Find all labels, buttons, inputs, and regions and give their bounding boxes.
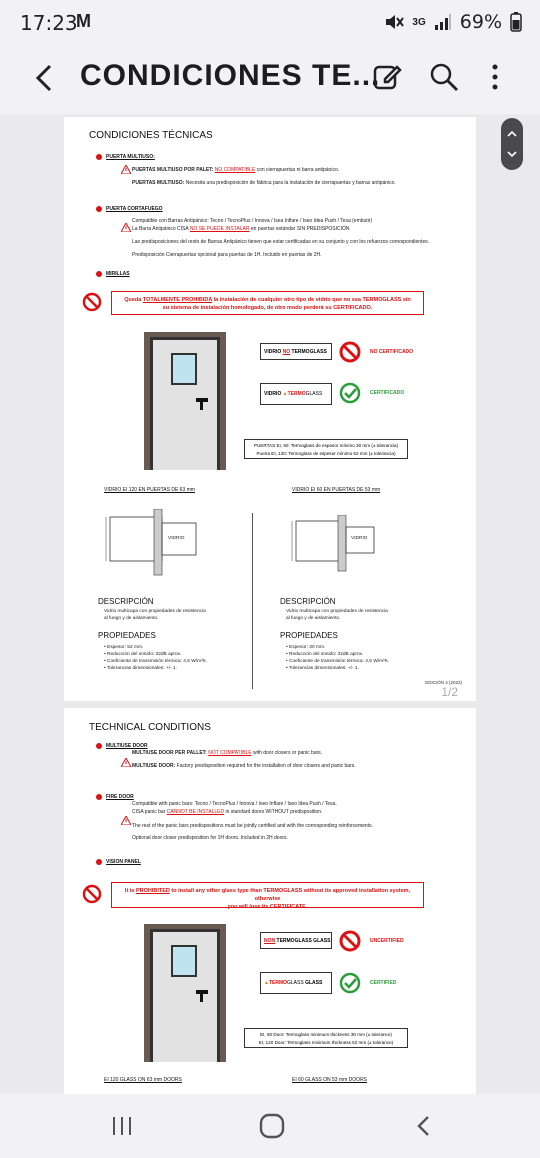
recent-apps-icon[interactable] [110, 1114, 134, 1138]
search-icon[interactable] [429, 62, 459, 92]
properties-list-right: • Espesor: 30 mm. • Reducción del sonido: 32dB aprox. • Coeficiente de transmisión térmica: 4,5 W/m²K. • Tolerancias dimensionales: +/- 1. [286, 645, 390, 671]
clock: 17:23 [20, 11, 78, 35]
system-nav-bar [0, 1094, 540, 1158]
diagram-caption-right: EI 60 GLASS ON 53 mm DOORS [292, 1077, 368, 1083]
column-divider [252, 513, 253, 689]
pdf-page-2 [64, 708, 476, 1094]
section-heading: PUERTA CORTAFUEGO [106, 206, 163, 212]
mute-icon [384, 13, 404, 31]
diagram-caption-left: EI 120 GLASS ON 63 mm DOORS [104, 1077, 182, 1083]
warning-icon [121, 758, 131, 767]
no-termoglass-label: VIDRIO NO TERMOGLASS [260, 343, 332, 360]
document-title: CONDICIONES TE... [80, 59, 381, 92]
section-heading: MIRILLAS [106, 271, 130, 277]
properties-heading-right: PROPIEDADES [280, 631, 338, 640]
text-line: The rest of the panic bars predispositions must be jointly certified and with the corresponding reinforcements. [132, 823, 373, 829]
text-line: Compatible with panic bars: Tecno / TecnoPlus / Innova / Iseo Inflare / Iseo Idea Push / Tesa. [132, 801, 337, 807]
scroll-arrows-icon [501, 118, 523, 170]
description-heading-left: DESCRIPCIÓN [98, 597, 154, 606]
termoglass-label: VIDRIO ▲ TERMO GLASS [260, 383, 332, 405]
warning-icon [121, 816, 131, 825]
prohibited-icon [339, 341, 361, 363]
fast-scroll-handle[interactable] [501, 118, 523, 170]
properties-list-left: • Espesor: 52 mm. • Reducción del sonido: 32dB aprox. • Coeficiente de transmisión térmica: 4,5 W/m²K. • Tolerancias dimensionales: +/- 1. [104, 645, 208, 671]
prohibited-icon [339, 930, 361, 952]
text-line: CISA panic bar CANNOT BE INSTALLED in standard doors WITHOUT predisposition. [132, 809, 323, 815]
text-line: PUERTAS MULTIUSO POR PALET: NO COMPATIBLE con cierrapuertas ni barra antipánico. [132, 167, 340, 173]
description-text-left: Vidrio multicapa con propiedades de resistencia al fuego y de aislamiento. [104, 609, 206, 621]
text-line: Las predisposiciones del resto de Barras Antipánico tienen que estar certificadas en su conjunto y con los refuerzos correspondientes. [132, 239, 430, 245]
page-title: CONDICIONES TÉCNICAS [89, 130, 213, 141]
door-illustration [144, 332, 226, 470]
battery-percent: 69% [459, 11, 502, 33]
glass-label-left: VIDRIO [168, 536, 185, 541]
flame-icon: ▲ [264, 980, 269, 986]
prohibition-notice: Queda TOTALMENTE PROHIBIDA la instalación de cualquier otro tipo de vidrio que no sea TERMOGLASS sin su sistema de instalación homologado, de otro modo perderá su CERTIFICADO. [111, 291, 424, 315]
pdf-viewer[interactable] [0, 114, 540, 1094]
bullet-dot [96, 743, 102, 749]
termoglass-label: ▲ TERMO GLASS GLASS [260, 972, 332, 994]
section-heading: VISION PANEL [106, 859, 141, 865]
warning-icon [121, 223, 131, 232]
flame-icon: ▲ [282, 391, 288, 397]
description-heading-right: DESCRIPCIÓN [280, 597, 336, 606]
page-number: 1/2 [441, 685, 458, 699]
app-bar [0, 46, 540, 114]
uncertified-label: UNCERTIFIED [370, 938, 404, 944]
network-type: 3G [412, 16, 426, 28]
bullet-dot [96, 794, 102, 800]
back-arrow-icon[interactable] [26, 60, 62, 96]
not-certified-label: NO CERTIFICADO [370, 349, 414, 355]
back-icon[interactable] [412, 1114, 436, 1138]
diagram-caption-right: VIDRIO EI 60 EN PUERTAS DE 53 mm [292, 487, 381, 493]
edition-label: EDICIÓN 4 (2022) [425, 680, 462, 685]
text-line: Compatible con Barras Antipánico: Tecno / TecnoPlus / Innova / Isea Inflare / Iseo Idea Push / Tesa (embutir) [132, 218, 373, 224]
text-line: MULTIUSE DOOR: Factory predisposition required for the installation of door closers and panic bars. [132, 763, 356, 769]
section-diagram-right [290, 515, 390, 585]
page-title: TECHNICAL CONDITIONS [89, 722, 211, 733]
thickness-note: PUERTAS EI, 60: Termoglass de espesor mínimo 30 mm (± tolerancia) Puerta EI, 120: Termoglass de espesor mínimo 52 mm (± tolerancia) [244, 439, 408, 459]
bullet-dot [96, 206, 102, 212]
gmail-icon: M [76, 11, 91, 31]
bullet-dot [96, 859, 102, 865]
bullet-dot [96, 154, 102, 160]
pdf-page-1 [64, 117, 476, 701]
more-options-icon[interactable] [480, 62, 510, 92]
certified-label: CERTIFICADO [370, 390, 405, 396]
bullet-dot [96, 271, 102, 277]
non-termoglass-label: NON TERMOGLASS GLASS [260, 932, 332, 949]
door-illustration [144, 924, 226, 1062]
text-line: Predisposición Cierrapuertas opcional para puertas de 1H. Incluido en puertas de 2H. [132, 252, 322, 258]
thickness-note: EI, 60 Door: Termoglass minimum thickness 30 mm (± tolerance) EI, 120 Door: Termoglass minimum thickness 52 mm (± tolerance) [244, 1028, 408, 1048]
glass-label-right: VIDRIO [351, 536, 368, 541]
text-line: Optional door closer predisposition for 1H doors. Included in 2H doors. [132, 835, 288, 841]
diagram-caption-left: VIDRIO EI 120 EN PUERTAS DE 63 mm [104, 487, 195, 493]
text-line: MULTIUSE DOOR PER PALLET: NOT COMPATIBLE with door closers or panic bars. [132, 750, 323, 756]
home-icon[interactable] [258, 1112, 286, 1140]
section-heading: PUERTA MULTIUSO: [106, 154, 155, 160]
section-diagram-left [104, 509, 204, 589]
warning-icon [121, 165, 131, 174]
properties-heading-left: PROPIEDADES [98, 631, 156, 640]
edit-icon[interactable] [372, 62, 402, 92]
text-line: La Barra Antipánico CISA NO SE PUEDE INSTALAR en puertas estándar SIN PREDISPOSICIÓN [132, 226, 350, 232]
battery-icon [510, 12, 522, 32]
signal-icon [434, 13, 452, 31]
text-line: PUERTAS MULTIUSO: Necesita una predisposición de fábrica para la instalación de cierrapuertas y barras antipánico. [132, 180, 396, 186]
prohibited-icon [82, 292, 102, 312]
certified-label: CERTIFIED [370, 980, 397, 986]
prohibited-icon [82, 884, 102, 904]
section-heading: FIRE DOOR [106, 794, 134, 800]
check-icon [339, 972, 361, 994]
section-heading: MULTIUSE DOOR [106, 743, 148, 749]
prohibition-notice: It is PROHIBITED to install any other glass type than TERMOGLASS without its approved installation system, otherwise you will lose its CERTIFICATE. [111, 882, 424, 908]
check-icon [339, 382, 361, 404]
description-text-right: Vidrio multicapa con propiedades de resistencia al fuego y de aislamiento. [286, 609, 388, 621]
status-bar [0, 0, 540, 46]
